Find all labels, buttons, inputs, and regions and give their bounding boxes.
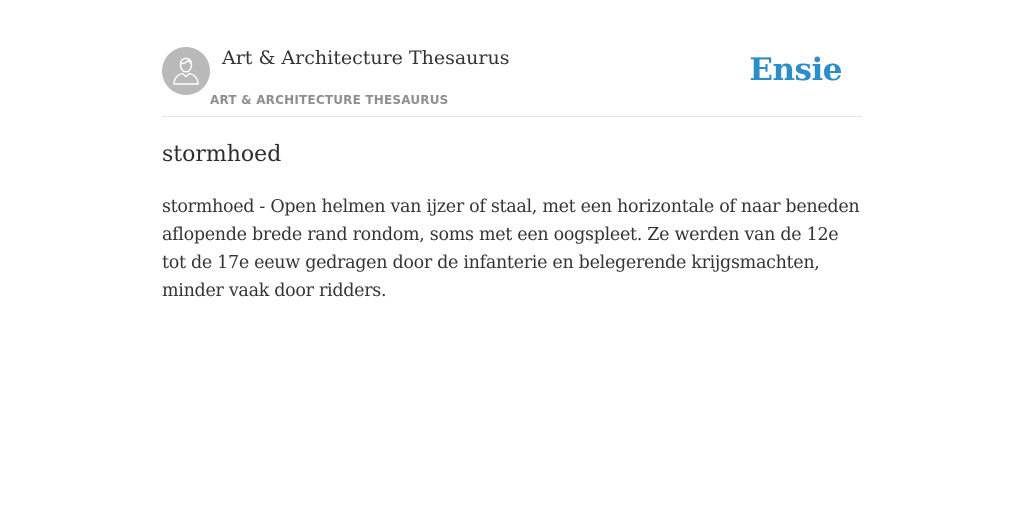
avatar[interactable]: [162, 47, 210, 95]
definition-text: stormhoed - Open helmen van ijzer of staal, met een horizontale of naar beneden aflopende brede rand rondom, soms met een oogspleet. Ze werden van de 12e tot de 17e eeuw gedragen door de infanterie en belegerende krijgsmachten, minder vaak door ridders.: [162, 197, 860, 301]
ensie-logo[interactable]: Ensie: [749, 52, 842, 88]
source-label[interactable]: ART & ARCHITECTURE THESAURUS: [210, 93, 449, 107]
header: [162, 46, 862, 117]
page-title: stormhoed: [162, 142, 282, 167]
user-icon: [172, 56, 200, 86]
author-name[interactable]: Art & Architecture Thesaurus: [222, 47, 510, 69]
